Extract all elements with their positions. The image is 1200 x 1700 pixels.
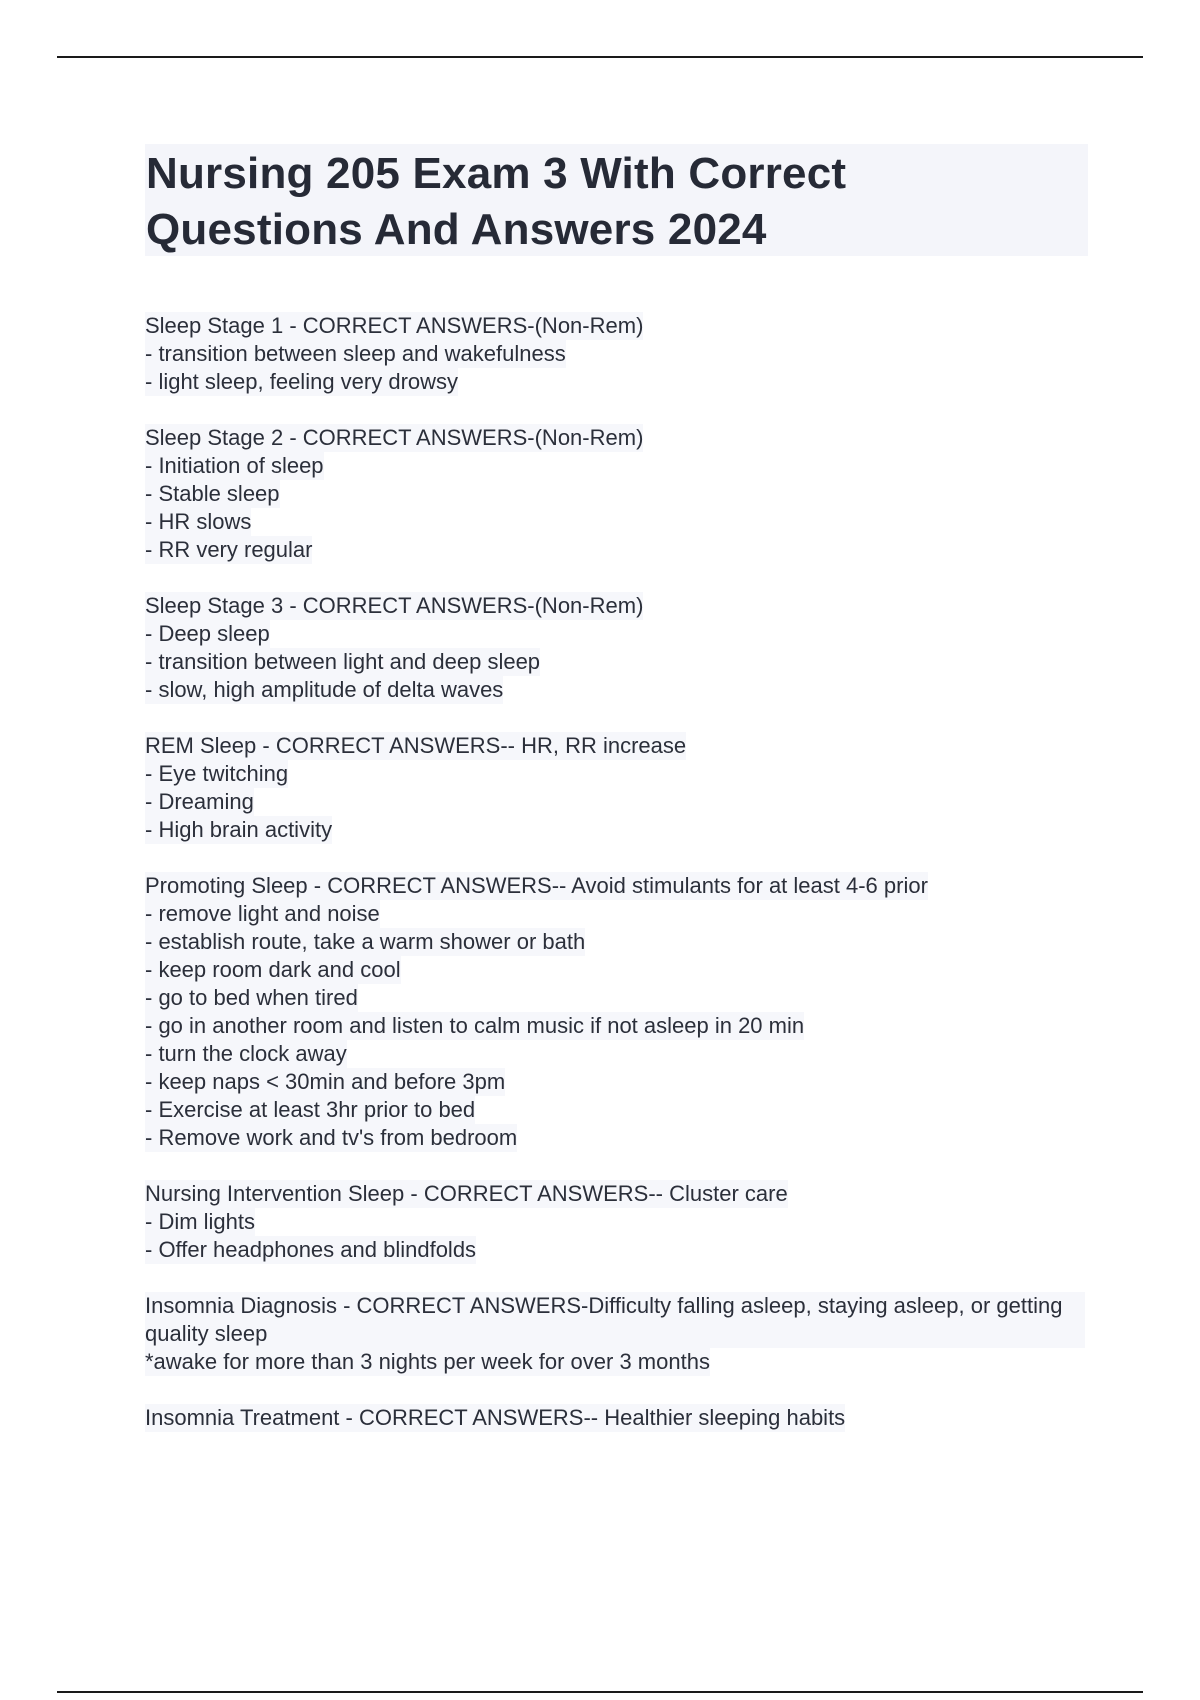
qa-heading: Promoting Sleep - CORRECT ANSWERS-- Avoid stimulants for at least 4-6 prior (145, 873, 928, 898)
qa-line: - Deep sleep (145, 621, 270, 646)
bottom-rule (57, 1691, 1143, 1693)
qa-entry (145, 1180, 1095, 1264)
qa-entry (145, 732, 1095, 844)
qa-line: - Initiation of sleep (145, 453, 324, 478)
qa-line: - go in another room and listen to calm music if not asleep in 20 min (145, 1013, 805, 1038)
qa-line: - Dim lights (145, 1209, 256, 1234)
qa-heading: Sleep Stage 3 - CORRECT ANSWERS-(Non-Rem) (145, 593, 644, 618)
title-line: Questions And Answers 2024 (146, 205, 767, 254)
qa-line: - light sleep, feeling very drowsy (145, 369, 459, 394)
qa-line: - Offer headphones and blindfolds (145, 1237, 477, 1262)
qa-entry (145, 592, 1095, 704)
qa-line: - Exercise at least 3hr prior to bed (145, 1097, 476, 1122)
qa-entry (145, 312, 1095, 396)
qa-line: - Eye twitching (145, 761, 289, 786)
qa-line: - keep room dark and cool (145, 957, 401, 982)
qa-entry (145, 424, 1095, 564)
qa-line: - keep naps < 30min and before 3pm (145, 1069, 506, 1094)
qa-line: - Stable sleep (145, 481, 280, 506)
qa-line: - High brain activity (145, 817, 333, 842)
qa-line: - remove light and noise (145, 901, 380, 926)
qa-heading: Sleep Stage 1 - CORRECT ANSWERS-(Non-Rem) (145, 313, 644, 338)
qa-entry (145, 872, 1095, 1152)
top-rule (57, 56, 1143, 58)
qa-line: - go to bed when tired (145, 985, 358, 1010)
document-title (146, 146, 846, 258)
qa-line: - Dreaming (145, 789, 254, 814)
qa-content (145, 312, 1095, 1460)
qa-line: - Remove work and tv's from bedroom (145, 1125, 518, 1150)
qa-line: - establish route, take a warm shower or bath (145, 929, 586, 954)
qa-heading: REM Sleep - CORRECT ANSWERS-- HR, RR increase (145, 733, 687, 758)
qa-heading: Sleep Stage 2 - CORRECT ANSWERS-(Non-Rem) (145, 425, 644, 450)
qa-line: *awake for more than 3 nights per week for over 3 months (145, 1349, 710, 1374)
qa-line: - HR slows (145, 509, 252, 534)
qa-line: - RR very regular (145, 537, 313, 562)
qa-line: - transition between sleep and wakefulness (145, 341, 566, 366)
qa-entry (145, 1292, 1095, 1376)
title-line: Nursing 205 Exam 3 With Correct (146, 149, 847, 198)
qa-entry (145, 1404, 1095, 1432)
qa-line: - transition between light and deep sleep (145, 649, 541, 674)
qa-line: - slow, high amplitude of delta waves (145, 677, 504, 702)
qa-heading: Insomnia Treatment - CORRECT ANSWERS-- Healthier sleeping habits (145, 1405, 846, 1430)
qa-line: - turn the clock away (145, 1041, 347, 1066)
qa-heading: Nursing Intervention Sleep - CORRECT ANSWERS-- Cluster care (145, 1181, 788, 1206)
qa-heading: Insomnia Diagnosis - CORRECT ANSWERS-Difficulty falling asleep, staying asleep, or getting quality sleep (145, 1292, 1085, 1348)
